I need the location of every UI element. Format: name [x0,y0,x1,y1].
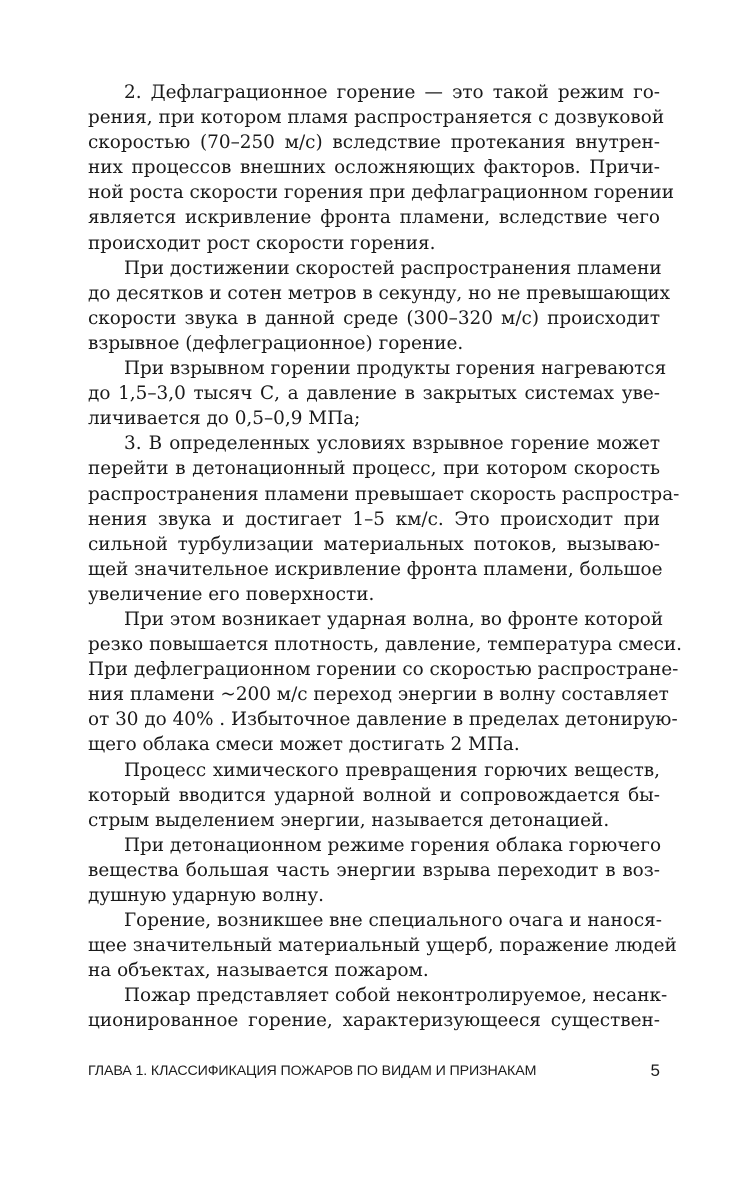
paragraph-line: ной роста скорости горения при дефлаграционном горении [88,182,674,204]
paragraph-line: увеличение его поверхности. [88,583,375,605]
paragraph-line: щее значительный материальный ущерб, поражение людей [88,935,677,957]
paragraph-line: скорости звука в данной среде (300–320 м/с) происходит [88,307,660,329]
page-footer [88,1060,660,1082]
paragraph-line: перейти в детонационный процесс, при котором скорость [88,458,660,480]
paragraph-line: При взрывном горении продукты горения нагреваются [124,358,667,380]
paragraph-line: до десятков и сотен метров в секунду, но не превышающих [88,282,670,304]
paragraph-line: 2. Дефлаграционное горение — это такой режим го- [124,82,660,103]
paragraph-line: от 30 до 40% . Избыточное давление в пределах детонирую- [88,709,678,731]
paragraph-line: ния пламени ~200 м/с переход энергии в волну составляет [88,684,669,706]
paragraph-line: щего облака смеси может достигать 2 МПа. [88,734,520,756]
paragraph-line: душную ударную волну. [88,885,325,906]
paragraph-line: до 1,5–3,0 тысяч С, а давление в закрытых системах уве- [88,383,660,405]
paragraph-line: Горение, возникшее вне специального очага и нанося- [124,910,662,932]
paragraph-line: вещества большая часть энергии взрыва переходит в воз- [88,859,660,881]
paragraph-line: 3. В определенных условиях взрывное горение может [124,433,660,455]
paragraph-line: стрым выделением энергии, называется детонацией. [88,809,610,831]
paragraph-line: щей значительное искривление фронта пламени, большое [88,558,663,580]
chapter-title: ГЛАВА 1. КЛАССИФИКАЦИЯ ПОЖАРОВ ПО ВИДАМ И ПРИЗНАКАМ [88,1063,537,1079]
paragraph-line: рения, при котором пламя распространяется с дозвуковой [88,107,665,129]
paragraph-line: скоростью (70–250 м/с) вследствие протекания внутрен- [88,132,660,154]
paragraph-line: происходит рост скорости горения. [88,232,436,254]
paragraph-line: При дефлеграционном горении со скоростью распростране- [88,659,679,681]
paragraph-line: При достижении скоростей распространения пламени [124,257,662,279]
paragraph-line: При этом возникает ударная волна, во фронте которой [124,608,664,630]
paragraph-line: При детонационном режиме горения облака горючего [124,834,662,856]
paragraph-line: сильной турбулизации материальных потоков, вызываю- [88,533,660,555]
paragraph-line: резко повышается плотность, давление, температура смеси. [88,634,682,656]
paragraph-line: взрывное (дефлеграционное) горение. [88,332,464,354]
page-number: 5 [650,1061,660,1080]
paragraph-line: Пожар представляет собой неконтролируемое, несанк- [124,985,668,1007]
body-text [88,80,682,1034]
paragraph-line: на объектах, называется пожаром. [88,960,429,982]
paragraph-line: является искривление фронта пламени, вследствие чего [88,207,660,229]
paragraph-line: который вводится ударной волной и сопровождается бы- [88,784,660,806]
paragraph-line: нения звука и достигает 1–5 км/с. Это происходит при [88,508,660,530]
paragraph-line: них процессов внешних осложняющих факторов. Причи- [88,157,660,179]
paragraph-line: Процесс химического превращения горючих веществ, [124,759,660,781]
paragraph-line: ционированное горение, характеризующееся существен- [88,1010,660,1032]
paragraph-line: распространения пламени превышает скорость распростра- [88,483,680,505]
paragraph-line: личивается до 0,5–0,9 МПа; [88,408,361,430]
